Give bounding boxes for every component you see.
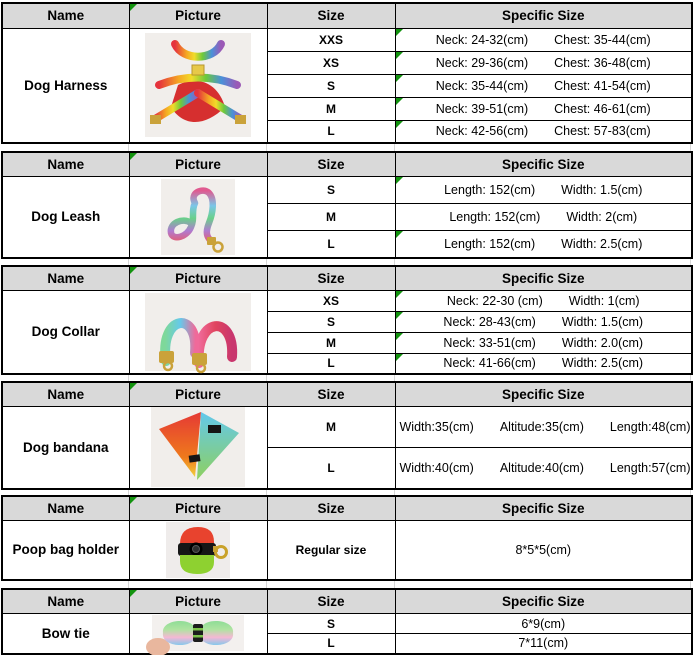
specific-size-cell [395, 97, 692, 120]
size-cell: M [267, 332, 395, 353]
spec-value: Width: 2.5(cm) [561, 356, 644, 371]
spec-value: Chest: 36-48(cm) [554, 55, 651, 70]
column-header-picture-label: Picture [175, 594, 221, 609]
column-header-name: Name [2, 496, 129, 521]
spec-value: Width: 2(cm) [566, 210, 638, 224]
dog-harness-image [145, 33, 251, 137]
size-cell: XS [267, 290, 395, 311]
spec-value: Neck: 29-36(cm) [435, 55, 529, 70]
spec-value: Length: 152(cm) [449, 210, 541, 224]
product-name-cell: Dog bandana [2, 407, 129, 489]
excel-flag-icon [396, 333, 403, 340]
spec-value: Altitude:40(cm) [499, 460, 584, 475]
specific-size-cell [395, 332, 692, 353]
column-header-name: Name [2, 266, 129, 291]
spec-value: Width:40(cm) [399, 460, 474, 475]
specific-size-cell [395, 448, 692, 489]
picture-cell [129, 28, 267, 143]
table-header-row [2, 266, 692, 291]
table-row [2, 177, 692, 204]
column-header-name: Name [2, 3, 129, 28]
grid-gap [0, 581, 692, 588]
specific-size-cell [395, 74, 692, 97]
table-header-row [2, 382, 692, 407]
spec-value: Width:35(cm) [399, 420, 474, 434]
spec-value: Length: 152(cm) [444, 183, 536, 197]
product-name-cell: Dog Leash [2, 177, 129, 258]
spec-value: Neck: 28-43(cm) [443, 314, 536, 329]
size-cell: S [267, 177, 395, 204]
column-header-picture [129, 152, 267, 177]
spec-value: Neck: 42-56(cm) [435, 124, 529, 139]
size-cell: M [267, 97, 395, 120]
spec-value: Width: 1.5(cm) [561, 314, 644, 329]
excel-flag-icon [396, 98, 403, 105]
spec-value: Width: 2.5(cm) [561, 236, 643, 251]
specific-size-cell [395, 407, 692, 448]
column-header-picture [129, 266, 267, 291]
table-header-row [2, 589, 692, 614]
dog-leash-table [1, 151, 693, 259]
column-header-name: Name [2, 382, 129, 407]
table-row [2, 407, 692, 448]
spec-value: Chest: 35-44(cm) [554, 32, 651, 47]
picture-cell [129, 520, 267, 580]
column-header-name: Name [2, 589, 129, 614]
column-header-picture [129, 496, 267, 521]
size-cell: S [267, 311, 395, 332]
size-cell: M [267, 204, 395, 231]
size-cell: S [267, 74, 395, 97]
spec-value: Neck: 24-32(cm) [435, 32, 529, 47]
size-cell: M [267, 407, 395, 448]
column-header-size: Size [267, 589, 395, 614]
spec-value: Width: 1(cm) [568, 293, 640, 308]
column-header-size: Size [267, 152, 395, 177]
column-header-name: Name [2, 152, 129, 177]
spec-value: Chest: 57-83(cm) [554, 124, 651, 139]
dog-bandana-table [1, 381, 693, 490]
specific-size-cell [395, 204, 692, 231]
spec-value: Neck: 35-44(cm) [435, 78, 529, 93]
size-cell: L [267, 353, 395, 374]
picture-cell [129, 290, 267, 374]
excel-flag-icon [396, 29, 403, 36]
excel-flag-icon [130, 383, 137, 390]
specific-size-cell [395, 353, 692, 374]
bow-tie-table [1, 588, 693, 655]
excel-flag-icon [396, 231, 403, 238]
size-cell: L [267, 120, 395, 143]
dog-collar-table [1, 265, 693, 376]
excel-flag-icon [396, 312, 403, 319]
specific-size-cell [395, 120, 692, 143]
spec-value: Chest: 41-54(cm) [554, 78, 651, 93]
table-header-row [2, 152, 692, 177]
table-row [2, 28, 692, 51]
excel-flag-icon [396, 75, 403, 82]
product-name-cell: Poop bag holder [2, 520, 129, 580]
grid-gap [0, 144, 692, 151]
picture-cell [129, 614, 267, 654]
column-header-specific-size: Specific Size [395, 589, 692, 614]
column-header-picture-label: Picture [175, 500, 221, 516]
size-cell: S [267, 614, 395, 634]
bow-tie-image [152, 615, 244, 651]
table-row [2, 520, 692, 580]
spec-value: Neck: 22-30 (cm) [446, 293, 543, 308]
spec-value: Neck: 39-51(cm) [435, 101, 529, 116]
column-header-specific-size: Specific Size [395, 496, 692, 521]
column-header-picture [129, 3, 267, 28]
spec-value: 7*11(cm) [518, 636, 569, 651]
specific-size-cell [395, 311, 692, 332]
column-header-picture [129, 589, 267, 614]
table-header-row [2, 496, 692, 521]
specific-size-cell [395, 520, 692, 580]
poop-bag-holder-table [1, 495, 693, 582]
excel-flag-icon [130, 153, 137, 160]
column-header-size: Size [267, 3, 395, 28]
excel-flag-icon [396, 52, 403, 59]
specific-size-cell [395, 614, 692, 634]
size-cell: L [267, 448, 395, 489]
dog-collar-image [145, 293, 251, 371]
dog-harness-table [1, 2, 693, 144]
column-header-picture-label: Picture [175, 8, 221, 24]
poop-bag-holder-image [166, 522, 230, 578]
excel-flag-icon [396, 354, 403, 361]
specific-size-cell [395, 634, 692, 654]
specific-size-cell [395, 290, 692, 311]
specific-size-cell [395, 51, 692, 74]
picture-cell [129, 177, 267, 258]
column-header-specific-size: Specific Size [395, 152, 692, 177]
spec-value: Width: 2.0(cm) [561, 335, 644, 350]
picture-cell [129, 407, 267, 489]
specific-size-cell [395, 231, 692, 258]
excel-flag-icon [396, 121, 403, 128]
size-cell: XS [267, 51, 395, 74]
table-header-row [2, 3, 692, 28]
product-name-cell: Dog Collar [2, 290, 129, 374]
excel-flag-icon [130, 590, 137, 597]
size-cell: XXS [267, 28, 395, 51]
spec-value: Length:57(cm) [609, 460, 691, 475]
spec-value: Altitude:35(cm) [499, 420, 584, 434]
product-name-cell: Dog Harness [2, 28, 129, 143]
specific-size-cell [395, 177, 692, 204]
excel-flag-icon [396, 291, 403, 298]
table-row [2, 290, 692, 311]
spec-value: 8*5*5(cm) [515, 542, 572, 557]
product-name-cell: Bow tie [2, 614, 129, 654]
excel-flag-icon [396, 177, 403, 184]
column-header-picture-label: Picture [175, 157, 221, 172]
spec-value: Length: 152(cm) [444, 236, 536, 251]
specific-size-cell [395, 28, 692, 51]
spec-value: Chest: 46-61(cm) [554, 101, 651, 116]
excel-flag-icon [130, 497, 137, 504]
size-cell: Regular size [267, 520, 395, 580]
table-row [2, 614, 692, 634]
dog-bandana-image [151, 407, 245, 487]
column-header-picture [129, 382, 267, 407]
size-cell: L [267, 634, 395, 654]
dog-leash-image [161, 179, 235, 255]
column-header-specific-size: Specific Size [395, 382, 692, 407]
spec-value: Length:48(cm) [609, 420, 691, 434]
size-cell: L [267, 231, 395, 258]
excel-flag-icon [130, 4, 137, 11]
excel-flag-icon [130, 267, 137, 274]
spec-value: 6*9(cm) [521, 616, 566, 631]
spec-value: Neck: 41-66(cm) [443, 356, 536, 371]
column-header-specific-size: Specific Size [395, 266, 692, 291]
column-header-size: Size [267, 382, 395, 407]
spec-value: Width: 1.5(cm) [561, 183, 643, 197]
column-header-picture-label: Picture [175, 387, 221, 402]
column-header-picture-label: Picture [175, 270, 221, 286]
spec-value: Neck: 33-51(cm) [443, 335, 536, 350]
column-header-specific-size: Specific Size [395, 3, 692, 28]
column-header-size: Size [267, 266, 395, 291]
column-header-size: Size [267, 496, 395, 521]
